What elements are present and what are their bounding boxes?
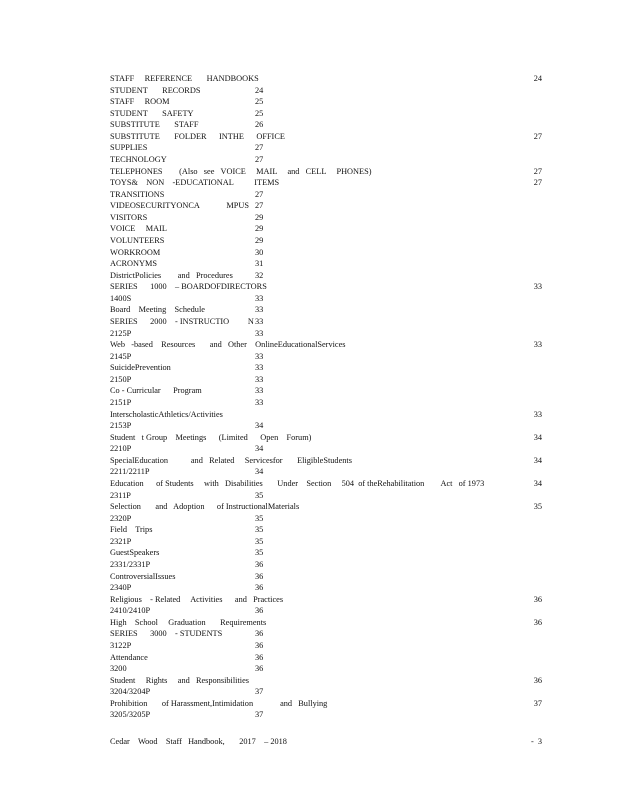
toc-entry <box>110 108 542 119</box>
toc-entry-page: 35 <box>255 548 264 558</box>
toc-entry-page-right: 37 <box>533 698 542 708</box>
toc-entry-title: Field Trips <box>110 525 153 535</box>
toc-entry <box>110 374 542 385</box>
toc-entry-page: 36 <box>255 583 264 593</box>
toc-entry-title: Board Meeting Schedule <box>110 305 205 315</box>
toc-entry-title: 2331/2331P <box>110 559 151 569</box>
toc-entry-page: 29 <box>255 235 264 245</box>
toc-entry-page: 25 <box>255 108 264 118</box>
toc-entry <box>110 628 542 639</box>
toc-entry-page-right: 33 <box>533 409 542 419</box>
toc-entry <box>110 304 542 315</box>
toc-entry <box>110 536 542 547</box>
toc-entry <box>110 397 542 408</box>
toc-entry <box>110 605 542 616</box>
toc-entry-title: TOYS& NON -EDUCATIONAL ITEMS <box>110 178 280 188</box>
toc-entry-title: 2211/2211P <box>110 467 150 477</box>
toc-entry-page: 24 <box>255 85 264 95</box>
toc-entry-title: High School Graduation Requirements <box>110 617 267 627</box>
toc-entry <box>110 675 542 686</box>
toc-entry-title: 2145P <box>110 351 132 361</box>
toc-entry <box>110 455 542 466</box>
toc-entry-page-right: 27 <box>533 178 542 188</box>
toc-entry-page: 27 <box>255 154 264 164</box>
toc-entry <box>110 559 542 570</box>
toc-entry-page: 32 <box>255 270 264 280</box>
toc-entry <box>110 686 542 697</box>
toc-entry <box>110 652 542 663</box>
toc-entry-page-right: 33 <box>533 282 542 292</box>
toc-entry-page: 27 <box>255 189 264 199</box>
toc-entry-title: 3200 <box>110 664 127 674</box>
toc-entry-title: TRANSITIONS <box>110 189 165 199</box>
toc-entry-page: 33 <box>255 316 264 326</box>
toc-entry <box>110 73 542 84</box>
toc-entry <box>110 571 542 582</box>
toc-entry <box>110 698 542 709</box>
toc-entry-title: STUDENT RECORDS <box>110 85 201 95</box>
toc-entry-page: 33 <box>255 305 264 315</box>
toc-entry-page: 37 <box>255 687 264 697</box>
footer-title: Cedar Wood Staff Handbook, 2017 – 2018 <box>110 737 287 746</box>
toc-entry-title: Co - Curricular Program <box>110 386 202 396</box>
toc-entry-title: TELEPHONES (Also see VOICE MAIL and CELL PHONES) <box>110 166 372 176</box>
toc-entry-title: 2410/2410P <box>110 606 151 616</box>
toc-entry <box>110 212 542 223</box>
toc-entry <box>110 189 542 200</box>
toc-entry-page: 30 <box>255 247 264 257</box>
toc-entry-page: 36 <box>255 606 264 616</box>
toc-entry-title: Attendance <box>110 652 148 662</box>
toc-entry-page-right: 34 <box>533 455 542 465</box>
toc-entry-title: 3122P <box>110 640 132 650</box>
toc-entry <box>110 200 542 211</box>
toc-entry-title: SERIES 2000 - INSTRUCTIO N <box>110 316 254 326</box>
toc-entry <box>110 478 542 489</box>
toc-entry-page: 33 <box>255 397 264 407</box>
toc-entry-page: 36 <box>255 664 264 674</box>
toc-entry <box>110 640 542 651</box>
toc-entry <box>110 513 542 524</box>
toc-entry <box>110 85 542 96</box>
toc-entry-page-right: 36 <box>533 617 542 627</box>
toc-entry-page: 25 <box>255 97 264 107</box>
toc-entry-title: 2311P <box>110 490 131 500</box>
toc-entry-title: STUDENT SAFETY <box>110 108 194 118</box>
toc-entry-page-right: 33 <box>533 340 542 350</box>
toc-entry <box>110 131 542 142</box>
toc-entry-title: STAFF REFERENCE HANDBOOKS <box>110 74 259 83</box>
toc-entry-title: SuicidePrevention <box>110 363 171 373</box>
toc-entry <box>110 166 542 177</box>
toc-entry-page: 33 <box>255 386 264 396</box>
toc-entry <box>110 281 542 292</box>
page-footer <box>110 736 542 748</box>
toc-entry-title: 2151P <box>110 397 132 407</box>
toc-entry <box>110 582 542 593</box>
toc-entry <box>110 258 542 269</box>
toc-entry-title: Selection and Adoption of InstructionalMaterials <box>110 502 300 512</box>
toc-entry-page: 33 <box>255 328 264 338</box>
toc-entry <box>110 270 542 281</box>
toc-entry-page: 33 <box>255 374 264 384</box>
toc-entry <box>110 362 542 373</box>
toc-entry <box>110 709 542 720</box>
toc-entry-page: 29 <box>255 224 264 234</box>
toc-entry-title: 2321P <box>110 536 132 546</box>
toc-entry-title: 2340P <box>110 583 132 593</box>
toc-entry <box>110 328 542 339</box>
toc-entry <box>110 235 542 246</box>
toc-entry-title: InterscholasticAthletics/Activities <box>110 409 223 419</box>
toc-entry <box>110 663 542 674</box>
toc-entry-page-right: 27 <box>533 131 542 141</box>
toc-entry <box>110 247 542 258</box>
toc-entry-title: 2150P <box>110 374 132 384</box>
toc-entry-title: 1400S <box>110 293 132 303</box>
toc-entry-page: 34 <box>255 421 264 431</box>
toc-entry-page-right: 36 <box>533 675 542 685</box>
toc-entry <box>110 524 542 535</box>
toc-entry-title: VOLUNTEERS <box>110 235 165 245</box>
toc-entry-title: SpecialEducation and Related Servicesfor EligibleStudents <box>110 455 352 465</box>
toc-entry-title: 2125P <box>110 328 132 338</box>
toc-entry-title: VISITORS <box>110 212 148 222</box>
toc-entry <box>110 443 542 454</box>
toc-entry-title: SUPPLIES <box>110 143 148 153</box>
toc-entry <box>110 142 542 153</box>
toc-entry <box>110 409 542 420</box>
toc-entry-page: 33 <box>255 351 264 361</box>
toc-entry-page: 31 <box>255 259 264 269</box>
toc-entry-title: TECHNOLOGY <box>110 154 167 164</box>
toc-entry-page-right: 27 <box>533 166 542 176</box>
toc-entry-page: 27 <box>255 201 264 211</box>
toc-entry-title: Student Rights and Responsibilities <box>110 675 249 685</box>
toc-entry-page: 35 <box>255 536 264 546</box>
toc-entry-page: 35 <box>255 513 264 523</box>
toc-entry <box>110 617 542 628</box>
toc-entry <box>110 501 542 512</box>
toc-entry-page: 36 <box>255 559 264 569</box>
toc-entry <box>110 339 542 350</box>
toc-entry-page: 34 <box>255 444 264 454</box>
toc-entry <box>110 293 542 304</box>
toc-entry-title: Student t Group Meetings (Limited Open Forum) <box>110 432 312 442</box>
toc-entry <box>110 177 542 188</box>
toc-entry-title: SUBSTITUTE STAFF <box>110 120 199 130</box>
toc-entry-title: GuestSpeakers <box>110 548 160 558</box>
toc-entry <box>110 420 542 431</box>
toc-entry-title: 2153P <box>110 421 132 431</box>
toc-entry-page: 37 <box>255 710 264 720</box>
toc-entry-title: SERIES 3000 - STUDENTS <box>110 629 223 639</box>
toc-entry-title: VIDEOSECURITYONCA MPUS <box>110 201 249 211</box>
toc-entry-page-right: 34 <box>533 478 542 488</box>
toc-entry-page: 36 <box>255 640 264 650</box>
toc-entry-title: ACRONYMS <box>110 259 158 269</box>
toc-entry-title: DistrictPolicies and Procedures <box>110 270 233 280</box>
toc-entry <box>110 223 542 234</box>
toc-entry-title: 3204/3204P <box>110 687 151 697</box>
toc-entry <box>110 490 542 501</box>
toc-entry-title: STAFF ROOM <box>110 97 170 107</box>
toc-entry-page: 36 <box>255 571 264 581</box>
toc-entry-page: 26 <box>255 120 264 130</box>
toc-entry-title: 2210P <box>110 444 132 454</box>
toc-entry-title: Education of Students with Disabilities Under Section 504 of theRehabilitation Act of 1973 <box>110 478 485 488</box>
toc-entry-page-right: 35 <box>533 502 542 512</box>
toc-entry <box>110 547 542 558</box>
toc-entry-title: ControversialIssues <box>110 571 176 581</box>
toc-entry-page: 35 <box>255 490 264 500</box>
toc-entry-page-right: 36 <box>533 594 542 604</box>
toc-entry-title: 2320P <box>110 513 132 523</box>
toc-entry-title: Prohibition of Harassment,Intimidation and Bullying <box>110 698 328 708</box>
toc-entry-page: 29 <box>255 212 264 222</box>
toc-entry-page: 36 <box>255 629 264 639</box>
toc-entry-page-right: 24 <box>533 74 542 83</box>
toc-entry-title: VOICE MAIL <box>110 224 167 234</box>
toc-entry-page: 33 <box>255 363 264 373</box>
toc-entry <box>110 466 542 477</box>
toc-entry-page: 33 <box>255 293 264 303</box>
toc-entry-page: 27 <box>255 143 264 153</box>
toc-entry-title: SERIES 1000 – BOARDOFDIRECTORS <box>110 282 267 292</box>
toc-entry-title: 3205/3205P <box>110 710 151 720</box>
toc-entry <box>110 154 542 165</box>
toc-entry <box>110 316 542 327</box>
toc-entry-page: 35 <box>255 525 264 535</box>
toc-entry-title: WORKROOM <box>110 247 161 257</box>
toc-entry <box>110 351 542 362</box>
toc-entry-title: SUBSTITUTE FOLDER INTHE OFFICE <box>110 131 285 141</box>
toc-entry-page: 36 <box>255 652 264 662</box>
toc-entry-page-right: 34 <box>533 432 542 442</box>
toc-entry-page: 34 <box>255 467 264 477</box>
footer-page-number: - 3 <box>530 737 542 746</box>
toc-entry-title: Web -based Resources and Other OnlineEducationalServices <box>110 340 346 350</box>
toc-entry <box>110 594 542 605</box>
toc-entry <box>110 119 542 130</box>
toc-entry <box>110 96 542 107</box>
toc-entry <box>110 432 542 443</box>
toc-entry <box>110 385 542 396</box>
toc-entry-title: Religious - Related Activities and Practices <box>110 594 284 604</box>
